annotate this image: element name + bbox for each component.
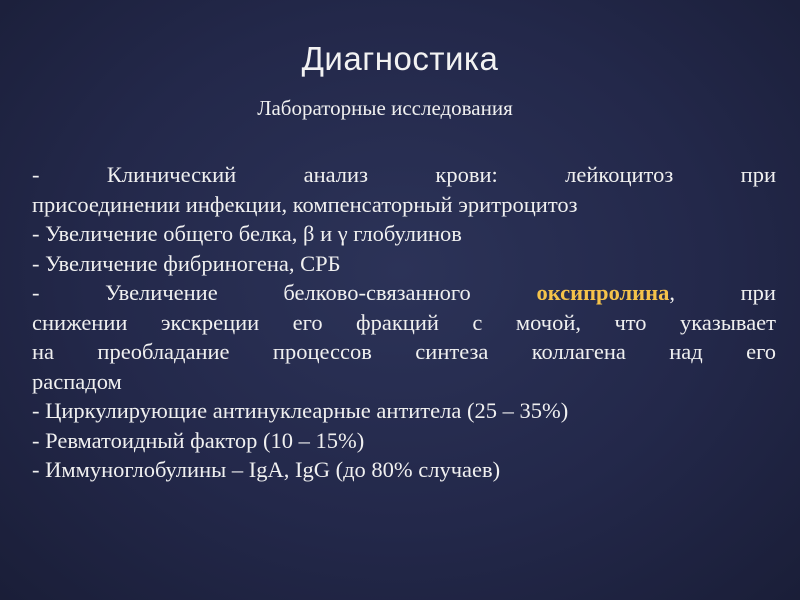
slide-title: Диагностика (301, 40, 499, 77)
slide-subtitle: Лабораторные исследования (257, 96, 513, 120)
findings-list (32, 160, 776, 485)
list-item-rheumatoid: - Ревматоидный фактор (10 – 15%) (32, 427, 365, 453)
list-item-immunoglobulins: - Иммуноглобулины – IgA, IgG (до 80% случаев) (32, 457, 501, 482)
list-item-antibodies: - Циркулирующие антинуклеарные антитела (25 – 35%) (32, 398, 569, 423)
list-item-oxyproline-line4: распадом (32, 368, 122, 394)
list-item-blood-line1: - Клинический анализ крови: лейкоцитоз при (32, 162, 776, 187)
list-item-oxyproline-line3: на преобладание процессов синтеза коллагена над его (32, 339, 776, 364)
oxyproline-prefix: - Увеличение белково-связанного (32, 280, 537, 305)
list-item-oxyproline-line2: снижении экскреции его фракций с мочой, что указывает (32, 309, 776, 335)
list-item-oxyproline-line1 (32, 278, 776, 308)
list-item-blood-line2: присоединении инфекции, компенсаторный эритроцитоз (32, 191, 578, 217)
oxyproline-suffix: , при (669, 280, 776, 305)
list-item-protein: - Увеличение общего белка, β и γ глобулинов (32, 221, 462, 246)
oxyproline-highlight: оксипролина (536, 280, 670, 305)
list-item-fibrinogen: - Увеличение фибриногена, СРБ (32, 250, 341, 276)
